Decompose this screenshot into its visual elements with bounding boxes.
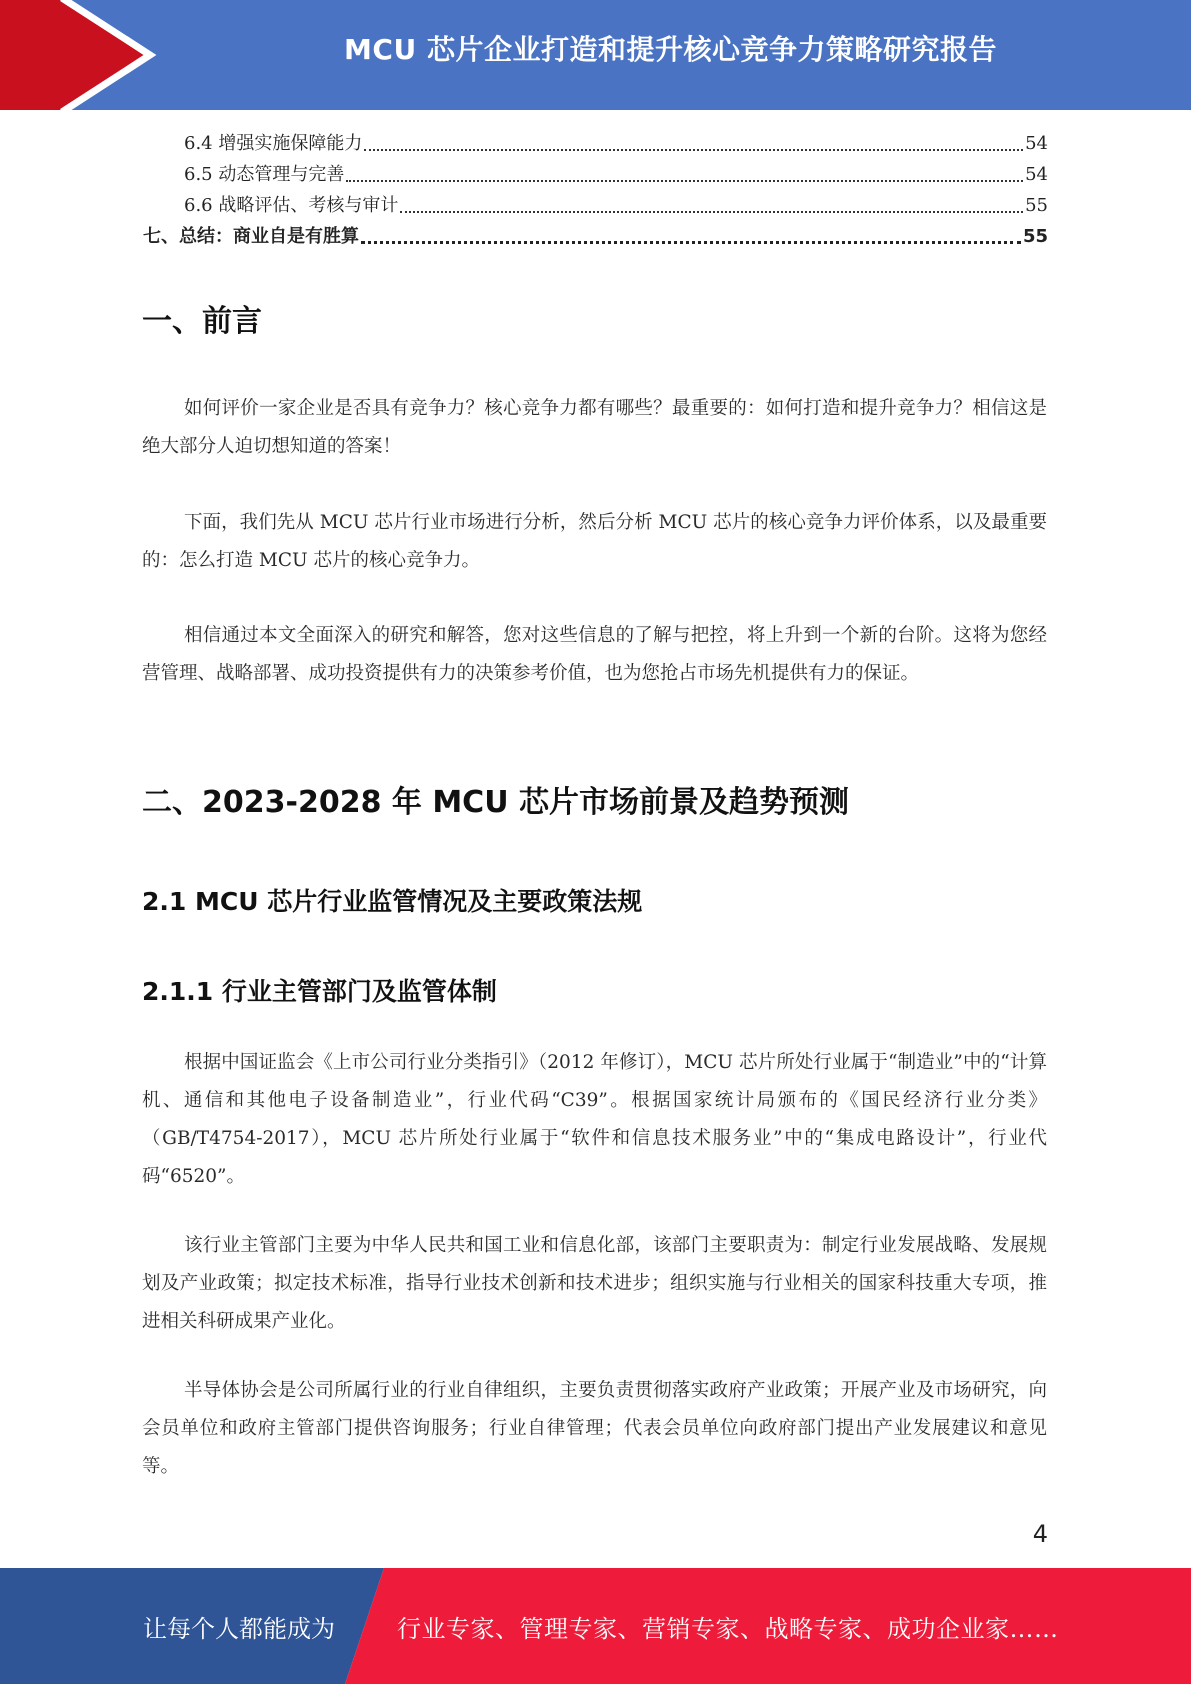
toc-leader-dots (361, 240, 1021, 244)
toc-leader-dots (364, 148, 1023, 151)
report-title: MCU 芯片企业打造和提升核心竞争力策略研究报告 (344, 33, 997, 66)
header-banner (0, 0, 1191, 110)
toc-leader-dots (346, 179, 1023, 182)
section-heading: 二、2023-2028 年 MCU 芯片市场前景及趋势预测 (142, 785, 850, 820)
paragraph: 该行业主管部门主要为中华人民共和国工业和信息化部，该部门主要职责为：制定行业发展战略、发展规划及产业政策；拟定技术标准，指导行业技术创新和技术进步；组织实施与行业相关的国家科技重大专项，推进相关科研成果产业化。 (142, 1235, 1047, 1332)
toc-entry-page: 55 (1025, 195, 1048, 216)
toc-leader-dots (400, 210, 1023, 213)
paragraph: 相信通过本文全面深入的研究和解答，您对这些信息的了解与把控，将上升到一个新的台阶。这将为您经营管理、战略部署、成功投资提供有力的决策参考价值，也为您抢占市场先机提供有力的保证。 (142, 625, 1047, 684)
toc-entry-label: 6.4 增强实施保障能力 (184, 133, 363, 154)
paragraph: 半导体协会是公司所属行业的行业自律组织，主要负责贯彻落实政府产业政策；开展产业及市场研究，向会员单位和政府主管部门提供咨询服务；行业自律管理；代表会员单位向政府部门提出产业发展建议和意见等。 (142, 1380, 1047, 1477)
toc-entry[interactable] (143, 190, 1048, 221)
page-number: 4 (1032, 1520, 1048, 1548)
table-of-contents (143, 128, 1048, 252)
toc-entry-label: 6.6 战略评估、考核与审计 (184, 195, 399, 216)
toc-entry[interactable] (143, 128, 1048, 159)
footer-slogan-left: 让每个人都能成为 (143, 1614, 335, 1643)
toc-entry-page: 55 (1022, 226, 1048, 247)
toc-entry[interactable] (143, 221, 1048, 252)
subsection-heading: 2.1 MCU 芯片行业监管情况及主要政策法规 (142, 887, 643, 916)
footer-slogan-right: 行业专家、管理专家、营销专家、战略专家、成功企业家…… (397, 1614, 1059, 1643)
paragraph: 如何评价一家企业是否具有竞争力？核心竞争力都有哪些？最重要的：如何打造和提升竞争力？相信这是绝大部分人迫切想知道的答案！ (142, 398, 1047, 457)
toc-entry[interactable] (143, 159, 1048, 190)
toc-entry-page: 54 (1025, 164, 1048, 185)
footer-banner (0, 1568, 1191, 1684)
toc-entry-label: 七、总结：商业自是有胜算 (143, 226, 359, 247)
paragraph: 下面，我们先从 MCU 芯片行业市场进行分析，然后分析 MCU 芯片的核心竞争力评价体系，以及最重要的：怎么打造 MCU 芯片的核心竞争力。 (142, 512, 1047, 571)
section-heading: 一、前言 (142, 304, 262, 339)
paragraph: 根据中国证监会《上市公司行业分类指引》（2012 年修订），MCU 芯片所处行业属于“制造业”中的“计算机、通信和其他电子设备制造业”，行业代码“C39”。根据国家统计局颁布的《国民经济行业分类》（GB/T4754-2017），MCU 芯片所处行业属于“软件和信息技术服务业”中的“集成电路设计”，行业代码“6520”。 (142, 1052, 1047, 1187)
subsection-heading: 2.1.1 行业主管部门及监管体制 (142, 977, 497, 1006)
toc-entry-page: 54 (1025, 133, 1048, 154)
toc-entry-label: 6.5 动态管理与完善 (184, 164, 345, 185)
